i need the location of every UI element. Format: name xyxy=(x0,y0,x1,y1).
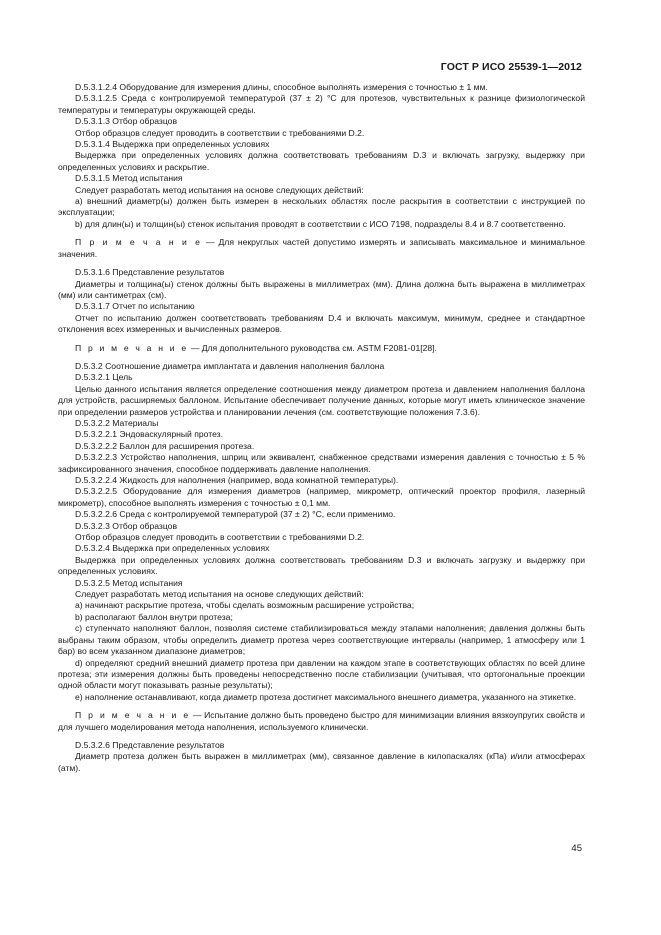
document-body xyxy=(58,82,585,774)
body-paragraph: D.5.3.1.2.5 Среда с контролируемой температурой (37 ± 2) °C для протезов, чувствительных к разнице физиологической температуры и температуры окружающей среды. xyxy=(58,93,585,115)
body-paragraph: d) определяют средний внешний диаметр протеза при давлении на каждом этапе в соответствующих областях по всей длине протеза; эти измерения должны быть проведены непосредственно после стабилизации (учитывая, что ортогональные проекции одной области могут показывать разные результаты); xyxy=(58,657,585,691)
body-paragraph: D.5.3.1.6 Представление результатов xyxy=(75,267,225,278)
body-paragraph: Диаметры и толщина(ы) стенок должны быть выражены в миллиметрах (мм). Длина должна быть выражена в миллиметрах (мм) или сантиметрах (см). xyxy=(58,278,585,300)
body-paragraph: Выдержка при определенных условиях должна соответствовать требованиям D.3 и включать загрузку, выдержку при определенных условиях и раскрытие. xyxy=(58,150,585,172)
note-text: — Для некруглых частей допустимо измерять и записывать максимальное и минимальное значения. xyxy=(58,237,585,259)
body-paragraph: e) наполнение останавливают, когда диаметр протеза достигнет максимального внешнего диаметра, указанного на этикетке. xyxy=(75,691,577,702)
body-paragraph: D.5.3.2.2.6 Среда с контролируемой температурой (37 ± 2) °C, если применимо. xyxy=(75,509,396,520)
note-paragraph xyxy=(58,237,585,260)
body-paragraph: D.5.3.1.5 Метод испытания xyxy=(75,173,183,184)
body-paragraph: D.5.3.1.4 Выдержка при определенных условиях xyxy=(75,139,270,150)
paragraph-gap xyxy=(58,354,585,361)
body-paragraph: Диаметр протеза должен быть выражен в миллиметрах (мм), связанное давление в килопаскалях (кПа) и/или атмосферах (атм). xyxy=(58,751,585,773)
note-text: — Для дополнительного руководства см. ASTM F2081-01[28]. xyxy=(188,342,437,353)
body-paragraph: a) начинают раскрытие протеза, чтобы сделать возможным расширение устройства; xyxy=(75,600,415,611)
body-paragraph: D.5.3.2.2.2 Баллон для расширения протеза. xyxy=(75,440,255,451)
body-paragraph: Отчет по испытанию должен соответствовать требованиям D.4 и включать максимум, минимум, среднее и стандартное отклонения всех измеренных и вычисленных размеров. xyxy=(58,312,585,335)
body-paragraph: Отбор образцов следует проводить в соответствии с требованиями D.2. xyxy=(75,127,365,138)
document-header: ГОСТ Р ИСО 25539-1—2012 xyxy=(440,61,582,73)
paragraph-gap xyxy=(58,230,585,237)
note-text: — Испытание должно быть проведено быстро для минимизации влияния вязкоупругих свойств и для лучшего моделирования метода наполнения, используемого клинически. xyxy=(58,710,585,732)
body-paragraph: D.5.3.2.2.1 Эндоваскулярный протез. xyxy=(75,429,223,440)
note-lead: П р и м е ч а н и е xyxy=(75,237,203,248)
body-paragraph: D.5.3.1.3 Отбор образцов xyxy=(75,116,178,127)
body-paragraph: D.5.3.2.2.5 Оборудование для измерения диаметров (например, микрометр, оптический проектор профиля, лазерный микрометр), способное выполнять измерения с точностью ± 0,1 мм. xyxy=(58,486,585,508)
body-paragraph: Следует разработать метод испытания на основе следующих действий: xyxy=(75,589,364,600)
body-paragraph: Отбор образцов следует проводить в соответствии с требованиями D.2. xyxy=(75,532,365,543)
body-paragraph: D.5.3.2.6 Представление результатов xyxy=(75,739,225,750)
note-lead: П р и м е ч а н и е xyxy=(75,342,189,353)
body-paragraph: Следует разработать метод испытания на основе следующих действий: xyxy=(75,184,364,195)
body-paragraph: D.5.3.2.2.3 Устройство наполнения, шприц или эквивалент, снабженное средствами измерения давления с точностью ± 5 % зафиксированного значения, способное поддерживать давление наполнения. xyxy=(58,452,585,474)
body-paragraph: a) внешний диаметр(ы) должен быть измерен в нескольких областях после раскрытия в соответствии с инструкцией по эксплуатации; xyxy=(58,196,585,218)
body-paragraph: Целью данного испытания является определение соотношения между диаметром протеза и давлением наполнения баллона для устройств, расширяемых баллоном. Испытание обеспечивает получение данных, которые могут иметь клиническое значение при определении размеров устройства и планировании лечения (см. соответствующие положения 7.3.6). xyxy=(58,383,585,417)
note-paragraph xyxy=(58,343,585,354)
body-paragraph: D.5.3.2.3 Отбор образцов xyxy=(75,520,178,531)
body-paragraph: D.5.3.1.2.4 Оборудование для измерения длины, способное выполнять измерения с точностью ± 1 мм. xyxy=(75,82,488,92)
paragraph-gap xyxy=(58,260,585,267)
body-paragraph: D.5.3.2.4 Выдержка при определенных условиях xyxy=(75,543,270,554)
body-paragraph: Выдержка при определенных условиях должна соответствовать требованиям D.3 и включать загрузку и выдержку при определенных условиях. xyxy=(58,554,585,577)
body-paragraph: c) ступенчато наполняют баллон, позволяя системе стабилизироваться между этапами наполнения; давления должны быть выбраны таким образом, чтобы определить диаметр протеза через соответствующие интервалы (например, 1 атмосферу или 1 бар) во всем указанном диапазоне диаметров; xyxy=(58,623,585,657)
body-paragraph: D.5.3.2.5 Метод испытания xyxy=(75,577,183,588)
body-paragraph: b) для длин(ы) и толщин(ы) стенок испытания проводят в соответствии с ИСО 7198, подразделы 8.4 и 8.7 соответственно. xyxy=(75,218,566,229)
page-number: 45 xyxy=(571,843,582,854)
body-paragraph: D.5.3.1.7 Отчет по испытанию xyxy=(75,301,195,312)
body-paragraph: D.5.3.2.2 Материалы xyxy=(75,417,159,428)
body-paragraph: D.5.3.2.1 Цель xyxy=(75,372,133,383)
body-paragraph: D.5.3.2 Соотношение диаметра имплантата и давления наполнения баллона xyxy=(75,360,385,371)
note-paragraph xyxy=(58,710,585,733)
paragraph-gap xyxy=(58,703,585,710)
body-paragraph: b) располагают баллон внутри протеза; xyxy=(75,611,233,622)
paragraph-gap xyxy=(58,336,585,343)
note-lead: П р и м е ч а н и е xyxy=(75,710,191,721)
body-paragraph: D.5.3.2.2.4 Жидкость для наполнения (например, вода комнатной температуры). xyxy=(75,475,399,485)
paragraph-gap xyxy=(58,733,585,740)
